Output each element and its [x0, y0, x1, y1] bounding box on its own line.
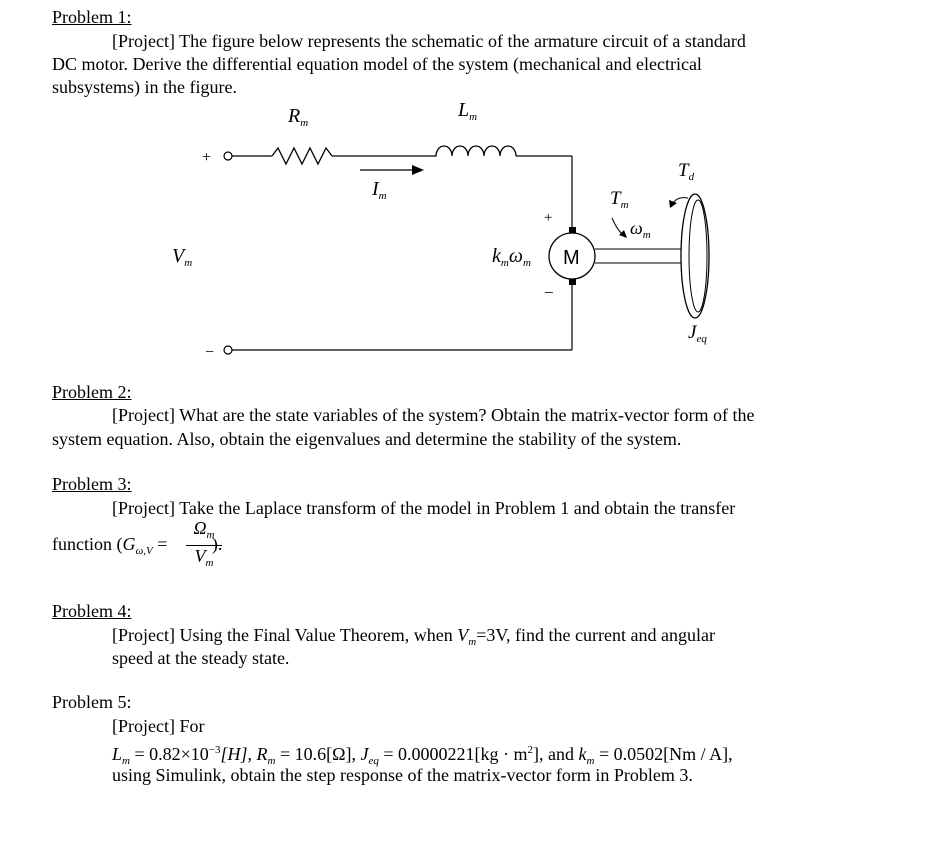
- problem-3-title: Problem 3:: [52, 474, 132, 494]
- problem-1-line-3: subsystems) in the figure.: [52, 77, 237, 97]
- problem-1-line-2: DC motor. Derive the differential equation model of the system (mechanical and electrical: [52, 54, 702, 74]
- problem-5-line-1: [Project] For: [112, 716, 205, 736]
- problem-4-line-1: [Project] Using the Final Value Theorem, when $V_m=3V$, find the current and angular: [112, 625, 715, 648]
- minus-label: −: [544, 283, 554, 302]
- rm-label: $R_m$: [288, 105, 309, 129]
- wm-label: $\omega_m$: [630, 218, 651, 241]
- im-label: $I_m$: [372, 178, 387, 202]
- dc-motor-schematic: [0, 0, 942, 380]
- plus-terminal-label: +: [202, 149, 212, 166]
- load-inertia: [681, 194, 709, 318]
- problem-4-line-2: speed at the steady state.: [112, 648, 290, 668]
- problem-5-parameters: $L_m = 0.82\times 10^{-3}[H]$, $R_m = 10.6[\Omega]$, $J_{eq} = 0.0000221[kg \cdot m^2]$, and $k_m = 0.0502[Nm / A]$,: [112, 744, 733, 767]
- problem-2-line-1: [Project] What are the state variables of the system? Obtain the matrix-vector form of the: [112, 405, 755, 425]
- vm-label: $V_m$: [172, 245, 193, 269]
- minus-terminal-label: −: [205, 344, 215, 361]
- negative-terminal: [224, 346, 232, 354]
- problem-3-line-1: [Project] Take the Laplace transform of the model in Problem 1 and obtain the transfer: [112, 498, 736, 518]
- problem-5-line-3: using Simulink, obtain the step response of the matrix-vector form in Problem 3.: [112, 765, 693, 785]
- lm-label: $L_m$: [458, 99, 478, 123]
- problem-2-line-2: system equation. Also, obtain the eigenvalues and determine the stability of the system.: [52, 429, 682, 449]
- plus-label: +: [544, 210, 553, 226]
- resistor-rm: [272, 148, 332, 164]
- back-emf-label: $k_m\omega_m$: [492, 245, 531, 269]
- positive-terminal: [224, 152, 232, 160]
- problem-2-title: Problem 2:: [52, 382, 132, 402]
- transfer-fraction: $\frac{\Omega_m}{V_m}$: [186, 518, 222, 573]
- motor-label: M: [563, 247, 580, 269]
- problem-4-title: Problem 4:: [52, 601, 132, 621]
- td-label: $T_d$: [678, 160, 695, 183]
- jeq-label: $J_{eq}$: [688, 322, 707, 345]
- problem-3-line-2: function ($G_{\omega,V}$ = ).: [52, 534, 223, 557]
- problem-5-title: Problem 5:: [52, 692, 132, 712]
- problem-1-title: Problem 1:: [52, 7, 132, 27]
- tm-label: $T_m$: [610, 188, 629, 211]
- inductor-lm: [430, 146, 516, 156]
- problem-1-line-1: [Project] The figure below represents the schematic of the armature circuit of a standard: [112, 31, 746, 51]
